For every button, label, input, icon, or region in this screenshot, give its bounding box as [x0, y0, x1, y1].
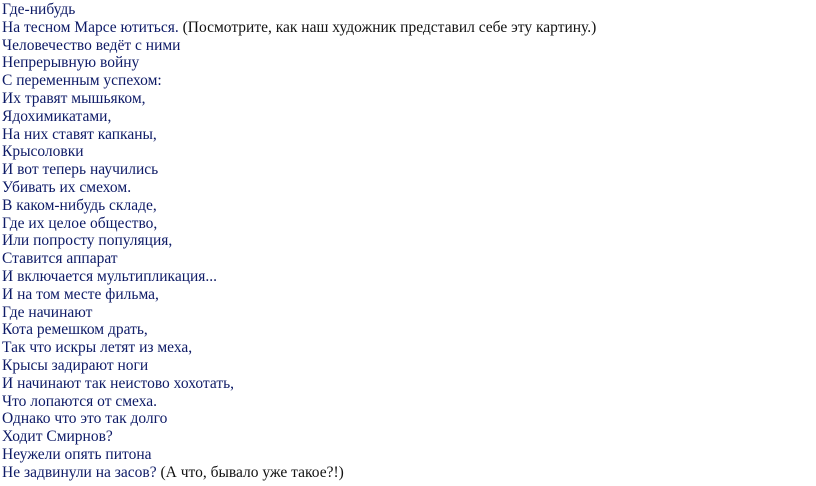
- poem-line: На тесном Марсе ютиться. (Посмотрите, как наш художник представил себе эту картину.): [2, 18, 597, 36]
- poem-line: Непрерывную войну: [2, 54, 140, 72]
- stage-direction: (А что, бывало уже такое?!): [160, 463, 344, 481]
- poem-line: Их травят мышьяком,: [2, 89, 146, 107]
- poem-line: И начинают так неистово хохотать,: [2, 374, 235, 392]
- poem-line: Крысоловки: [2, 143, 84, 161]
- poem-line: Неужели опять питона: [2, 445, 152, 463]
- poem-line: Где их целое общество,: [2, 214, 158, 232]
- poem-line: Ставится аппарат: [2, 250, 118, 268]
- poem-line: Что лопаются от смеха.: [2, 392, 158, 410]
- poem-line: Не задвинули на засов? (А что, бывало уже такое?!): [2, 463, 344, 481]
- poem-line: И включается мультипликация...: [2, 267, 218, 285]
- poem-line: С переменным успехом:: [2, 72, 162, 90]
- poem-line: Человечество ведёт с ними: [2, 36, 181, 54]
- poem-line: Так что искры летят из меха,: [2, 339, 193, 357]
- stage-direction: (Посмотрите, как наш художник представил себе эту картину.): [182, 18, 597, 36]
- poem-line: Однако что это так долго: [2, 410, 168, 428]
- poem-line: Ядохимикатами,: [2, 107, 112, 125]
- poem-line: И вот теперь научились: [2, 161, 159, 179]
- poem-line: И на том месте фильма,: [2, 285, 159, 303]
- poem-line: Или попросту популяция,: [2, 232, 173, 250]
- poem-line: Крысы задирают ноги: [2, 356, 149, 374]
- poem-text: [2, 1, 596, 482]
- poem-line: Кота ремешком драть,: [2, 321, 148, 339]
- poem-line: Убивать их смехом.: [2, 178, 132, 196]
- poem-line: В каком-нибудь складе,: [2, 196, 157, 214]
- poem-line: Где-нибудь: [2, 1, 76, 18]
- poem-line: На них ставят капканы,: [2, 125, 157, 143]
- poem-line: Где начинают: [2, 303, 93, 321]
- poem-line: Ходит Смирнов?: [2, 428, 113, 446]
